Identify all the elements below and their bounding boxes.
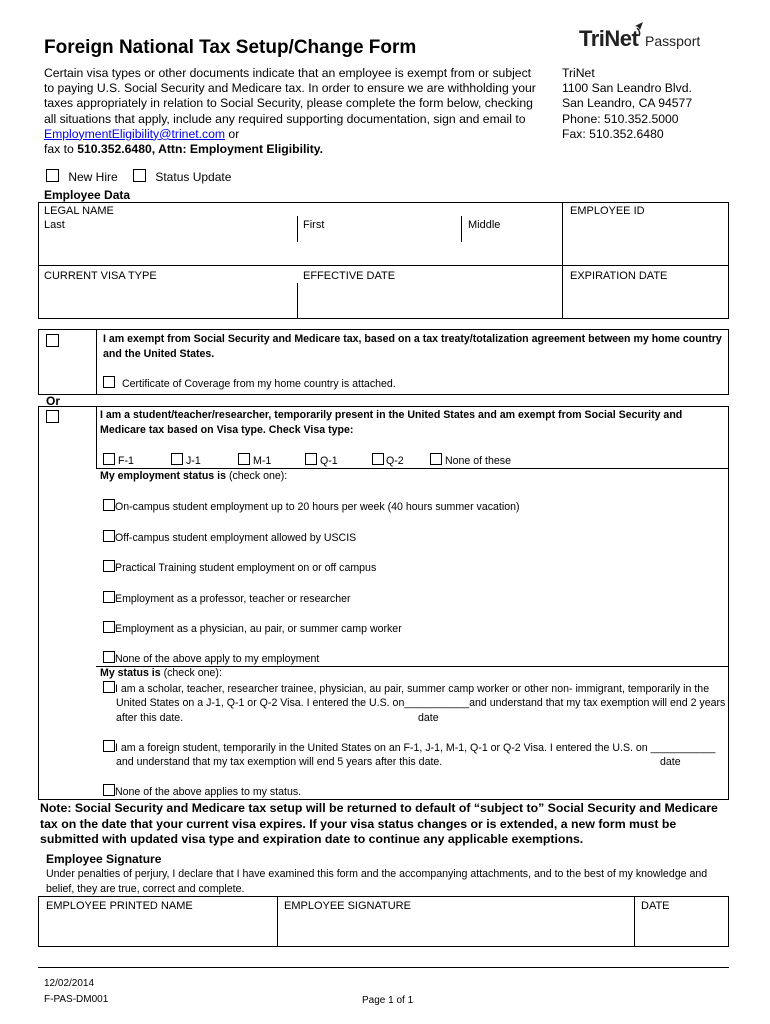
employee-signature-field[interactable] [280, 914, 631, 944]
email-link[interactable]: EmploymentEligibility@trinet.com [44, 126, 226, 141]
current-visa-type-field[interactable] [44, 285, 294, 317]
expiration-date-label: EXPIRATION DATE [570, 270, 668, 282]
address-city: San Leandro, CA 94577 [562, 96, 693, 111]
logo-main: TriNet [579, 26, 639, 51]
student-line2: and understand that my tax exemption will end 5 years after this date. [116, 756, 443, 768]
expiration-date-field[interactable] [565, 285, 725, 317]
employment-option-physician[interactable] [103, 621, 402, 637]
visa-f1-checkbox[interactable] [103, 453, 115, 465]
visa-q1-checkbox[interactable] [305, 453, 317, 465]
certificate-checkbox[interactable] [103, 376, 115, 388]
employee-data-heading: Employee Data [44, 188, 131, 202]
visa-option-none[interactable] [430, 453, 511, 469]
address-company: TriNet [562, 66, 595, 80]
physician-label: Employment as a physician, au pair, or summer camp worker [115, 623, 402, 635]
student-exemption-checkbox[interactable] [46, 410, 59, 423]
employment-status-check-one: (check one): [228, 470, 288, 482]
visa-m1-label: M-1 [253, 455, 272, 467]
first-name-field[interactable] [300, 236, 458, 262]
certificate-option[interactable] [103, 376, 396, 392]
intro-paragraph [44, 66, 544, 157]
visa-q2-label: Q-2 [386, 455, 404, 467]
or-label: Or [46, 394, 61, 408]
employment-option-professor[interactable] [103, 591, 351, 607]
student-exemption-statement: I am a student/teacher/researcher, temporarily present in the United States and am exempt from Social Security and Medicare tax based on Visa type. Check Visa type: [100, 409, 683, 436]
signature-heading: Employee Signature [46, 852, 162, 866]
intro-text: Certain visa types or other documents indicate that an employee is exempt from or subject to paying U.S. Social Security and Medicare tax. In order to ensure we are withholding your taxes appropriately in relation to Social Security, please complete the form below, checking all situations that apply, include any required supporting documentation, sign and email to [44, 66, 536, 126]
form-title: Foreign National Tax Setup/Change Form [44, 37, 417, 58]
treaty-exemption-checkbox[interactable] [46, 334, 59, 347]
visa-q2-checkbox[interactable] [372, 453, 384, 465]
status-update-option[interactable] [133, 169, 231, 184]
fax-prefix: fax to [44, 142, 74, 157]
footer-divider [38, 967, 729, 968]
off-campus-label: Off-campus student employment allowed by USCIS [115, 532, 357, 544]
practical-training-checkbox[interactable] [103, 560, 115, 572]
new-hire-label: New Hire [68, 170, 118, 184]
scholar-date-label: date [418, 712, 439, 724]
new-hire-option[interactable] [46, 169, 118, 184]
address-fax: Fax: 510.352.6480 [562, 126, 664, 141]
middle-name-field[interactable] [464, 236, 560, 262]
signature-date-field[interactable] [637, 914, 725, 944]
visa-none-checkbox[interactable] [430, 453, 442, 465]
visa-f1-label: F-1 [118, 455, 134, 467]
status-option-scholar[interactable] [103, 681, 709, 697]
status-option-student[interactable] [103, 740, 715, 756]
employment-option-practical-training[interactable] [103, 560, 376, 576]
employee-id-label: EMPLOYEE ID [570, 205, 645, 217]
visa-option-m1[interactable] [238, 453, 271, 469]
physician-checkbox[interactable] [103, 621, 115, 633]
fax-bold: 510.352.6480, Attn: Employment Eligibility. [77, 142, 324, 157]
visa-m1-checkbox[interactable] [238, 453, 250, 465]
last-name-field[interactable] [44, 236, 294, 262]
student-date-label: date [660, 756, 681, 768]
logo-sub: Passport [645, 33, 701, 49]
or-text: or [228, 126, 240, 141]
printed-name-label: EMPLOYEE PRINTED NAME [46, 900, 193, 912]
visa-q1-label: Q-1 [320, 455, 338, 467]
address-phone: Phone: 510.352.5000 [562, 111, 679, 126]
trinet-passport-logo [577, 20, 717, 56]
scholar-checkbox[interactable] [103, 681, 115, 693]
status-option-none[interactable] [103, 784, 301, 800]
employment-option-none[interactable] [103, 651, 319, 667]
employee-id-field[interactable] [565, 220, 725, 262]
perjury-statement: Under penalties of perjury, I declare that I have examined this form and the accompanying attachments, and to the best of my knowledge and belief, they are true, correct and complete. [46, 868, 708, 895]
legal-name-label: LEGAL NAME [44, 205, 114, 217]
new-hire-checkbox[interactable] [46, 169, 59, 182]
visa-j1-checkbox[interactable] [171, 453, 183, 465]
scholar-line2: United States on a J-1, Q-1 or Q-2 Visa. I entered the U.S. on___________and understand that my tax exemption will end 2 years [116, 697, 726, 709]
treaty-exemption-statement: I am exempt from Social Security and Medicare tax, based on a tax treaty/totalization agreement between my home country and the United States. [103, 333, 722, 360]
scholar-line1: I am a scholar, teacher, researcher trainee, physician, au pair, summer camp worker or other non- immigrant, temporarily in the [115, 683, 710, 695]
visa-option-f1[interactable] [103, 453, 134, 469]
visa-j1-label: J-1 [186, 455, 201, 467]
employment-none-label: None of the above apply to my employment [115, 653, 320, 665]
signature-date-label: DATE [641, 900, 670, 912]
effective-date-label: EFFECTIVE DATE [303, 270, 396, 282]
my-status-heading [100, 666, 222, 681]
employment-option-on-campus[interactable] [103, 499, 520, 515]
effective-date-field[interactable] [300, 285, 559, 317]
expiration-note: Note: Social Security and Medicare tax setup will be returned to default of “subject to” Social Security and Medicare tax on the date that your current visa expires. If your visa status changes or is extended, a new form must be submitted with updated visa type and expiration date to continue any applicable exemptions. [40, 801, 718, 847]
employee-signature-label: EMPLOYEE SIGNATURE [284, 900, 411, 912]
footer-date: 12/02/2014 [44, 978, 95, 989]
practical-training-label: Practical Training student employment on or off campus [115, 562, 377, 574]
visa-none-label: None of these [445, 455, 511, 467]
my-status-label: My status is [100, 667, 161, 679]
last-name-label: Last [44, 219, 65, 231]
on-campus-checkbox[interactable] [103, 499, 115, 511]
address-street: 1100 San Leandro Blvd. [562, 81, 692, 96]
status-update-checkbox[interactable] [133, 169, 146, 182]
student-line1: I am a foreign student, temporarily in the United States on an F-1, J-1, M-1, Q-1 or Q-2 Visa. I entered the U.S. on ___________ [115, 742, 716, 754]
on-campus-label: On-campus student employment up to 20 hours per week (40 hours summer vacation) [115, 501, 520, 513]
visa-option-q2[interactable] [372, 453, 404, 469]
my-status-check-one: (check one): [163, 667, 222, 679]
status-none-checkbox[interactable] [103, 784, 115, 796]
professor-label: Employment as a professor, teacher or researcher [115, 593, 351, 605]
footer-page-number: Page 1 of 1 [362, 995, 414, 1006]
employment-option-off-campus[interactable] [103, 530, 356, 546]
off-campus-checkbox[interactable] [103, 530, 115, 542]
middle-name-label: Middle [468, 219, 501, 231]
printed-name-field[interactable] [42, 914, 274, 944]
status-none-label: None of the above applies to my status. [115, 786, 302, 798]
scholar-line3: after this date. [116, 712, 184, 724]
employment-none-checkbox[interactable] [103, 651, 115, 663]
footer-form-code: F-PAS-DM001 [44, 994, 109, 1005]
current-visa-type-label: CURRENT VISA TYPE [44, 270, 157, 282]
employment-status-heading [100, 469, 287, 484]
company-address [562, 66, 692, 142]
certificate-label: Certificate of Coverage from my home country is attached. [121, 378, 396, 390]
employment-status-label: My employment status is [100, 470, 226, 482]
professor-checkbox[interactable] [103, 591, 115, 603]
foreign-student-checkbox[interactable] [103, 740, 115, 752]
visa-option-j1[interactable] [171, 453, 201, 469]
status-update-label: Status Update [155, 170, 232, 184]
first-name-label: First [303, 219, 325, 231]
visa-option-q1[interactable] [305, 453, 338, 469]
